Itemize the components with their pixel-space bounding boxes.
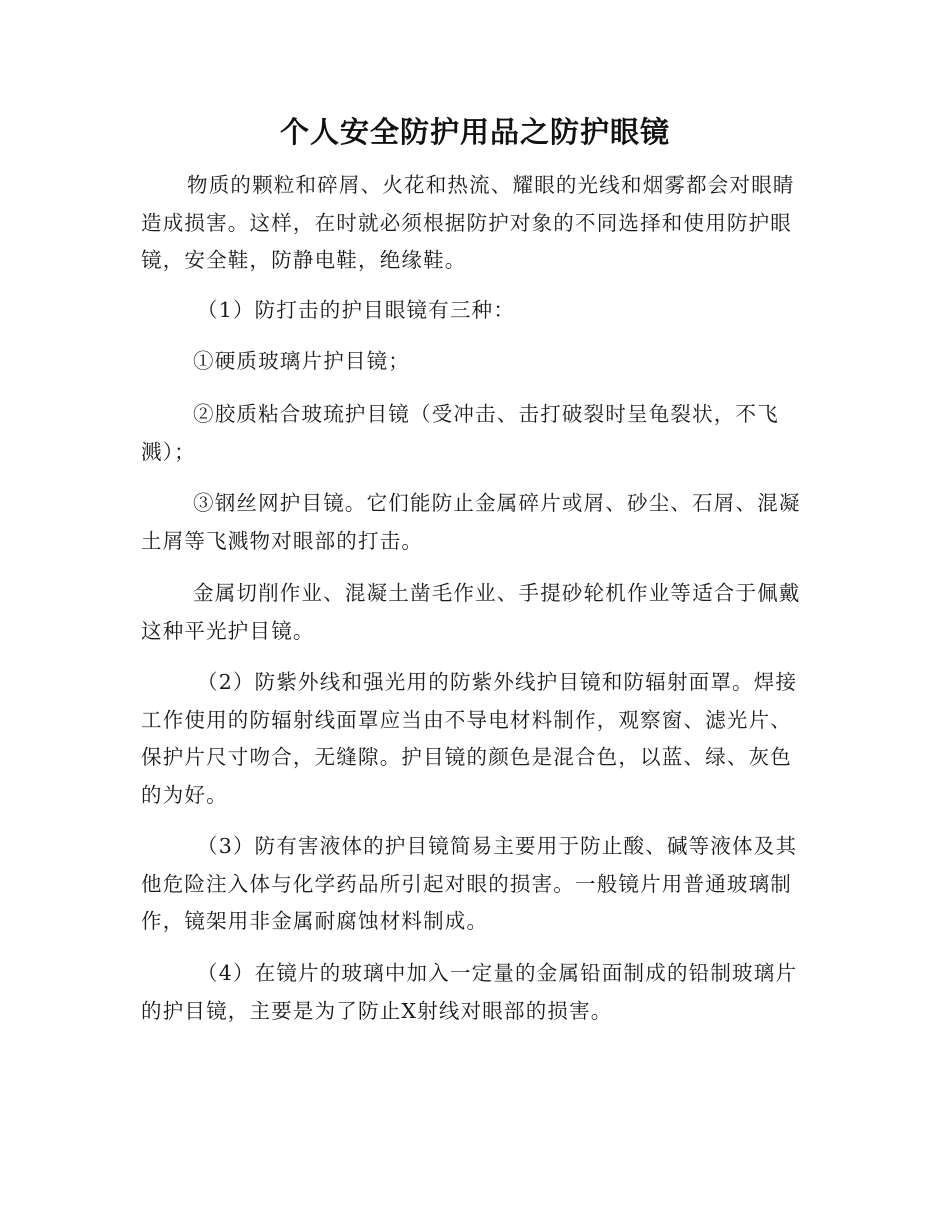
paragraph-uv-protection: （2）防紫外线和强光用的防紫外线护目镜和防辐射面罩。焊接工作使用的防辐射线面罩应当由不导电材料制作，观察窗、滤光片、保护片尺寸吻合，无缝隙。护目镜的颜色是混合色，以蓝、绿、灰色的为好。 <box>141 670 798 807</box>
paragraph-item-2: ②胶质粘合玻琉护目镜（受冲击、击打破裂时呈龟裂状，不飞溅）； <box>141 402 779 464</box>
paragraph-item-1: ①硬质玻璃片护目镜； <box>193 349 410 373</box>
paragraph-intro: 物质的颗粒和碎屑、火花和热流、耀眼的光线和烟雾都会对眼睛造成损害。这样，在时就必须根据防护对象的不同选择和使用防护眼镜，安全鞋，防静电鞋，绝缘鞋。 <box>141 173 795 272</box>
paragraph-usage: 金属切削作业、混凝土凿毛作业、手提砂轮机作业等适合于佩戴这种平光护目镜。 <box>141 581 801 643</box>
document-title: 个人安全防护用品之防护眼镜 <box>279 115 670 149</box>
paragraph-item-3: ③钢丝网护目镜。它们能防止金属碎片或屑、砂尘、石屑、混凝土屑等飞溅物对眼部的打击。 <box>141 491 801 553</box>
paragraph-xray-protection: （4）在镜片的玻璃中加入一定量的金属铅面制成的铅制玻璃片的护目镜，主要是为了防止X射线对眼部的损害。 <box>141 961 798 1023</box>
paragraph-impact-heading: （1）防打击的护目眼镜有三种： <box>197 298 516 322</box>
paragraph-liquid-protection: （3）防有害液体的护目镜简易主要用于防止酸、碱等液体及其他危险注入体与化学药品所引起对眼的损害。一般镜片用普通玻璃制作，镜架用非金属耐腐蚀材料制成。 <box>141 834 798 933</box>
